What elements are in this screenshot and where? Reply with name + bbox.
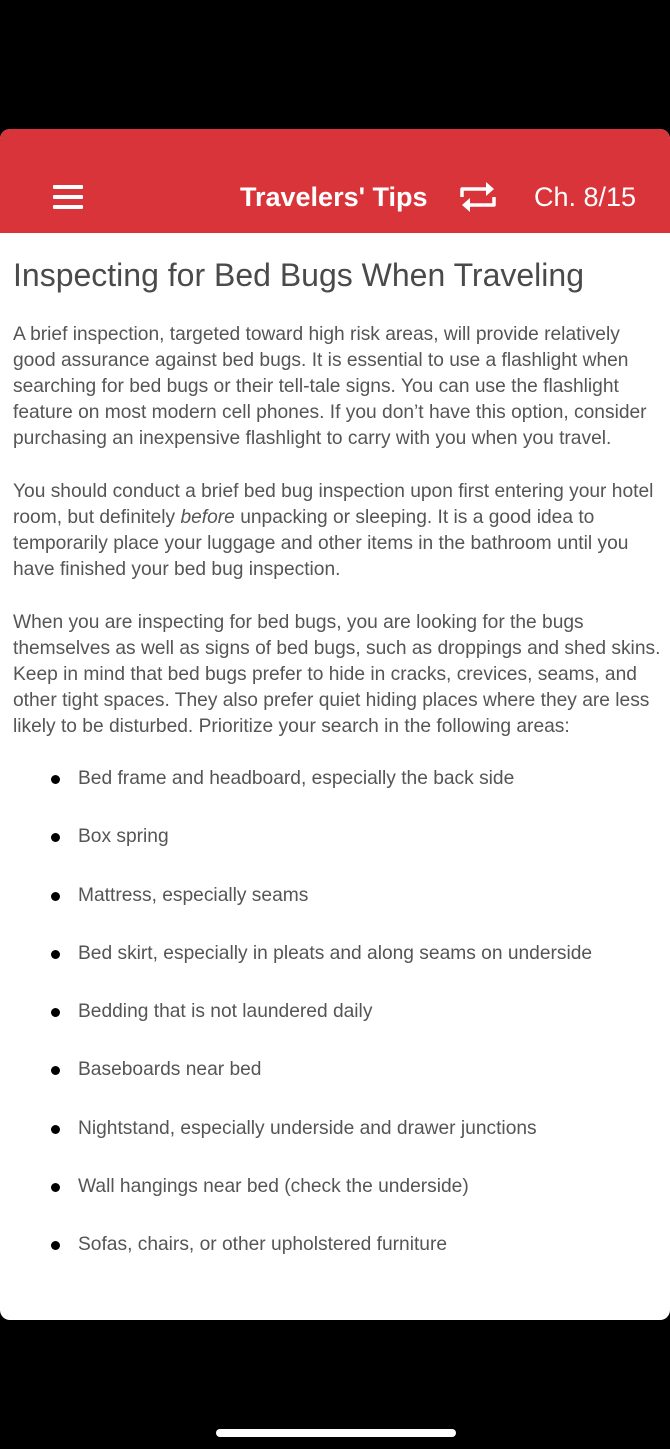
list-item	[13, 822, 661, 880]
bullet-icon	[51, 892, 60, 901]
bullet-icon	[51, 950, 60, 959]
bullet-icon	[51, 833, 60, 842]
swap-arrows-icon[interactable]	[456, 177, 500, 217]
list-item	[13, 881, 661, 939]
list-item-text: Baseboards near bed	[78, 1059, 262, 1081]
list-item-text: Bed frame and headboard, especially the back side	[78, 768, 515, 789]
list-item	[13, 1172, 661, 1230]
inspection-areas-list	[13, 764, 661, 1289]
chapter-indicator: Ch. 8/15	[534, 182, 637, 212]
bullet-icon	[51, 1125, 60, 1134]
list-item	[13, 1055, 661, 1113]
bullet-icon	[51, 1183, 60, 1192]
list-item-text: Box spring	[78, 826, 169, 848]
hamburger-menu-icon[interactable]	[53, 185, 83, 209]
bullet-icon	[51, 1008, 60, 1017]
app-screen	[0, 129, 670, 1320]
paragraph-2-end: unpacking or sleeping. It is a good idea to temporarily place your luggage and other items in the bathroom until you have finished your bed bug inspection.	[13, 507, 629, 580]
list-item-text: Wall hangings near bed (check the underside)	[78, 1176, 469, 1198]
list-item-text: Mattress, especially seams	[78, 884, 309, 906]
list-item	[13, 1114, 661, 1172]
paragraph-2-start: You should conduct a brief bed bug inspection upon first entering your hotel room, but definitely	[13, 481, 654, 528]
list-item	[13, 997, 661, 1055]
list-item-text: Sofas, chairs, or other upholstered furniture	[78, 1234, 448, 1256]
app-header	[0, 129, 670, 233]
paragraph-2-emphasis: before	[180, 507, 235, 528]
article-content	[13, 233, 661, 1289]
paragraph-3: When you are inspecting for bed bugs, you are looking for the bugs themselves as well as signs of bed bugs, such as droppings and shed skins. Keep in mind that bed bugs prefer to hide in cracks, crevices, seams, and other tight spaces. They also prefer quiet hiding places where they are less likely to be disturbed. Prioritize your search in the following areas:	[13, 612, 661, 737]
list-item-text: Nightstand, especially underside and drawer junctions	[78, 1117, 537, 1139]
list-item	[13, 764, 661, 822]
paragraph-2	[13, 479, 661, 583]
home-indicator[interactable]	[216, 1429, 456, 1437]
page-title: Inspecting for Bed Bugs When Traveling	[13, 257, 584, 293]
list-item	[13, 939, 661, 997]
bullet-icon	[51, 1066, 60, 1075]
list-item	[13, 1230, 661, 1288]
app-title: Travelers' Tips	[240, 182, 428, 212]
list-item-text: Bed skirt, especially in pleats and along seams on underside	[78, 942, 593, 964]
paragraph-1: A brief inspection, targeted toward high risk areas, will provide relatively good assurance against bed bugs. It is essential to use a flashlight when searching for bed bugs or their tell-tale signs. You can use the flashlight feature on most modern cell phones. If you don’t have this option, consider purchasing an inexpensive flashlight to carry with you when you travel.	[13, 324, 647, 449]
bullet-icon	[51, 775, 60, 784]
bullet-icon	[51, 1241, 60, 1250]
list-item-text: Bedding that is not laundered daily	[78, 1001, 373, 1023]
